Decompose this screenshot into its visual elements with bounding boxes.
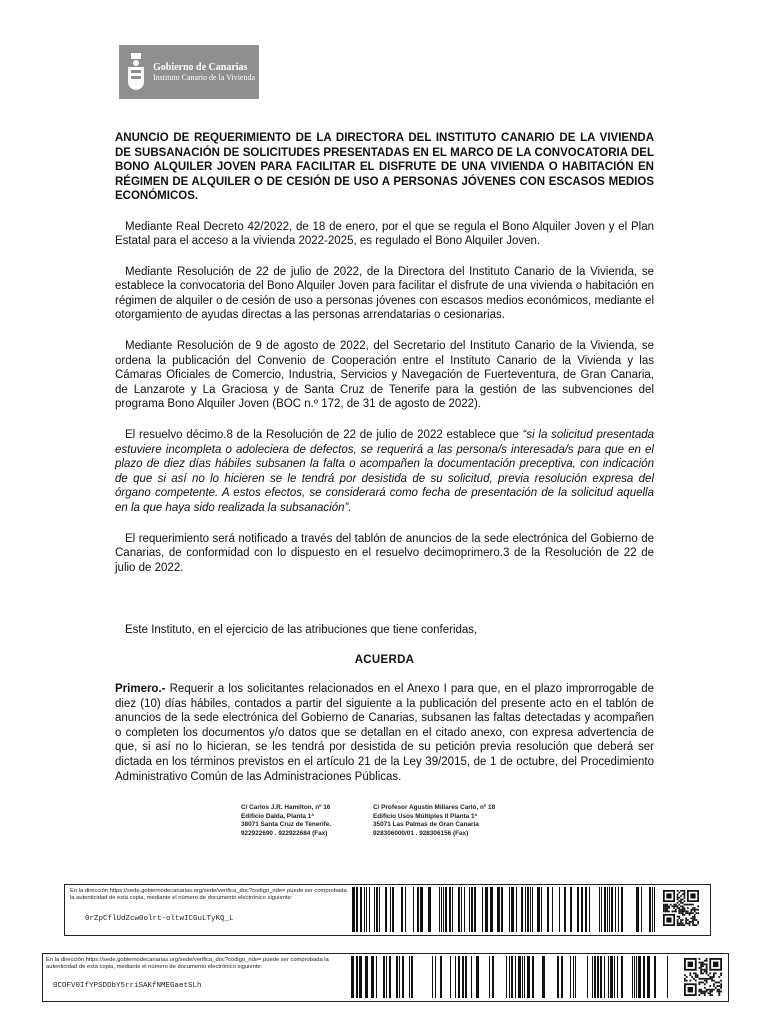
address-line: 922922690 . 922922684 (Fax) bbox=[241, 829, 328, 837]
acuerda-heading: ACUERDA bbox=[354, 653, 415, 666]
qr-code-icon bbox=[684, 958, 722, 996]
gobierno-canarias-logo bbox=[119, 45, 259, 99]
logo-title: Gobierno de Canarias bbox=[153, 61, 248, 73]
verification-text: En la dirección https://sede.gobiernodecanarias.org/sede/verifica_doc?codigo_nde= puede ser comprobada la autenticidad de esta copia, mediante el número de documento electrónico siguiente: bbox=[70, 888, 347, 901]
paragraph-1: Mediante Real Decreto 42/2022, de 18 de enero, por el que se regula el Bono Alquiler Joven y el Plan Estatal para el acceso a la vivienda 2022-2025, es regulado el Bono Alquiler Joven. bbox=[115, 220, 654, 248]
primero-paragraph bbox=[115, 682, 654, 784]
primero-text: Requerir a los solicitantes relacionados en el Anexo I para que, en el plazo improrrogable de diez (10) días hábiles, contados a partir del siguiente a la publicación del presente acto en el tablón de anuncios de la sede electrónica del Gobierno de Canarias, subsanen las faltas detectadas y acompañen o completen los documentos y/o datos que se detallan en el citado anexo, con expresa advertencia de que, si así no lo hicieran, se les tendrá por desistida de su petición previa resolución que deberá ser dictada en los términos previstos en el artículo 21 de la Ley 39/2015, de 1 de octubre, del Procedimiento Administrativo Común de las Administraciones Públicas. bbox=[115, 682, 654, 783]
address-line: C/ Carlos J.R. Hamilton, nº 16 bbox=[241, 804, 331, 811]
document-code: 0COFV0IfYPSDDbY5rriSAKfNMEGaetSLh bbox=[53, 982, 202, 990]
address-line: Edificio Dalda, Planta 1ª bbox=[241, 812, 314, 820]
verification-text: En la dirección https://sede.gobiernodecanarias.org/sede/verifica_doc?codigo_nde= puede ser comprobada la autenticidad de esta copia, mediante el número de documento electrónico siguiente: bbox=[46, 957, 329, 970]
paragraph-3: Mediante Resolución de 9 de agosto de 2022, del Secretario del Instituto Canario de la Vivienda, se ordena la publicación del Convenio de Cooperación entre el Instituto Canario de la Vivienda y las Cámaras Oficiales de Comercio, Industria, Servicios y Navegación de Fuerteventura, de Gran Canaria, de Lanzarote y La Graciosa y de Santa Cruz de Tenerife para la gestión de las subvenciones del programa Bono Alquiler Joven (BOC n.º 172, de 31 de agosto de 2022). bbox=[115, 340, 654, 411]
primero-label: Primero.- bbox=[115, 682, 166, 695]
logo-subtitle: Instituto Canario de la Vivienda bbox=[153, 73, 256, 83]
paragraph-5: El requerimiento será notificado a través del tablón de anuncios de la sede electrónica del Gobierno de Canarias, de conformidad con lo dispuesto en el resuelvo decimoprimero.3 de la Resolución de 22 de julio de 2022. bbox=[115, 532, 654, 574]
qr-code-icon bbox=[663, 890, 699, 926]
verification-box-2 bbox=[42, 953, 729, 1002]
spacer bbox=[115, 591, 654, 623]
document-body bbox=[115, 131, 654, 784]
barcode-icon bbox=[351, 956, 671, 998]
paragraph-4-quote: “si la solicitud presentada estuviere incompleta o adoleciera de defectos, se requerirá a las persona/s interesada/s para que en el plazo de diez días hábiles subsanen la falta o acompañen la documentación preceptiva, con indicación de que si así no lo hicieren se le tendrá por desistida de su solicitud, previa resolución expresa del órgano competente. A estos efectos, se considerará como fecha de presentación de la solicitud aquella en la que haya sido realizada la subsanación”. bbox=[115, 429, 655, 514]
document-title: ANUNCIO DE REQUERIMIENTO DE LA DIRECTORA DEL INSTITUTO CANARIO DE LA VIVIENDA DE SUBSANACIÓN DE SOLICITUDES PRESENTADAS EN EL MARCO DE LA CONVOCATORIA DEL BONO ALQUILER JOVEN PARA FACILITAR EL DISFRUTE DE UNA VIVIENDA O HABITACIÓN EN RÉGIMEN DE ALQUILER O DE CESIÓN DE USO A PERSONAS JÓVENES CON ESCASOS MEDIOS ECONÓMICOS. bbox=[115, 132, 654, 202]
address-line: 38071 Santa Cruz de Tenerife. bbox=[241, 821, 332, 829]
address-line: C/ Profesor Agustín Millares Carló, nº 18 bbox=[373, 804, 496, 811]
paragraph-4 bbox=[115, 428, 654, 516]
verification-box-1 bbox=[64, 884, 711, 936]
address-line: 928306000/01 . 928306156 (Fax) bbox=[373, 829, 469, 837]
paragraph-4-intro: El resuelvo décimo.8 de la Resolución de 22 de julio de 2022 establece que bbox=[125, 429, 523, 442]
paragraph-6: Este Instituto, en el ejercicio de las atribuciones que tiene conferidas, bbox=[125, 624, 478, 637]
address-line: Edificio Usos Múltiples II Planta 1ª bbox=[373, 812, 477, 820]
paragraph-2: Mediante Resolución de 22 de julio de 2022, de la Directora del Instituto Canario de la Vivienda, se establece la convocatoria del Bono Alquiler Joven para facilitar el disfrute de una vivienda o habitación en régimen de alquiler o de cesión de uso a personas jóvenes con escasos medios económicos, mediante el otorgamiento de ayudas directas a las personas arrendatarias o cesionarias. bbox=[115, 265, 654, 322]
address-tenerife bbox=[241, 804, 331, 838]
coat-of-arms-icon bbox=[125, 53, 147, 91]
address-line: 35071 Las Palmas de Gran Canaria bbox=[373, 821, 479, 829]
address-gran-canaria bbox=[373, 804, 495, 838]
document-code: 0rZpCflUdZcw0olrt-oltwICGuLTyKQ_L bbox=[85, 915, 234, 923]
